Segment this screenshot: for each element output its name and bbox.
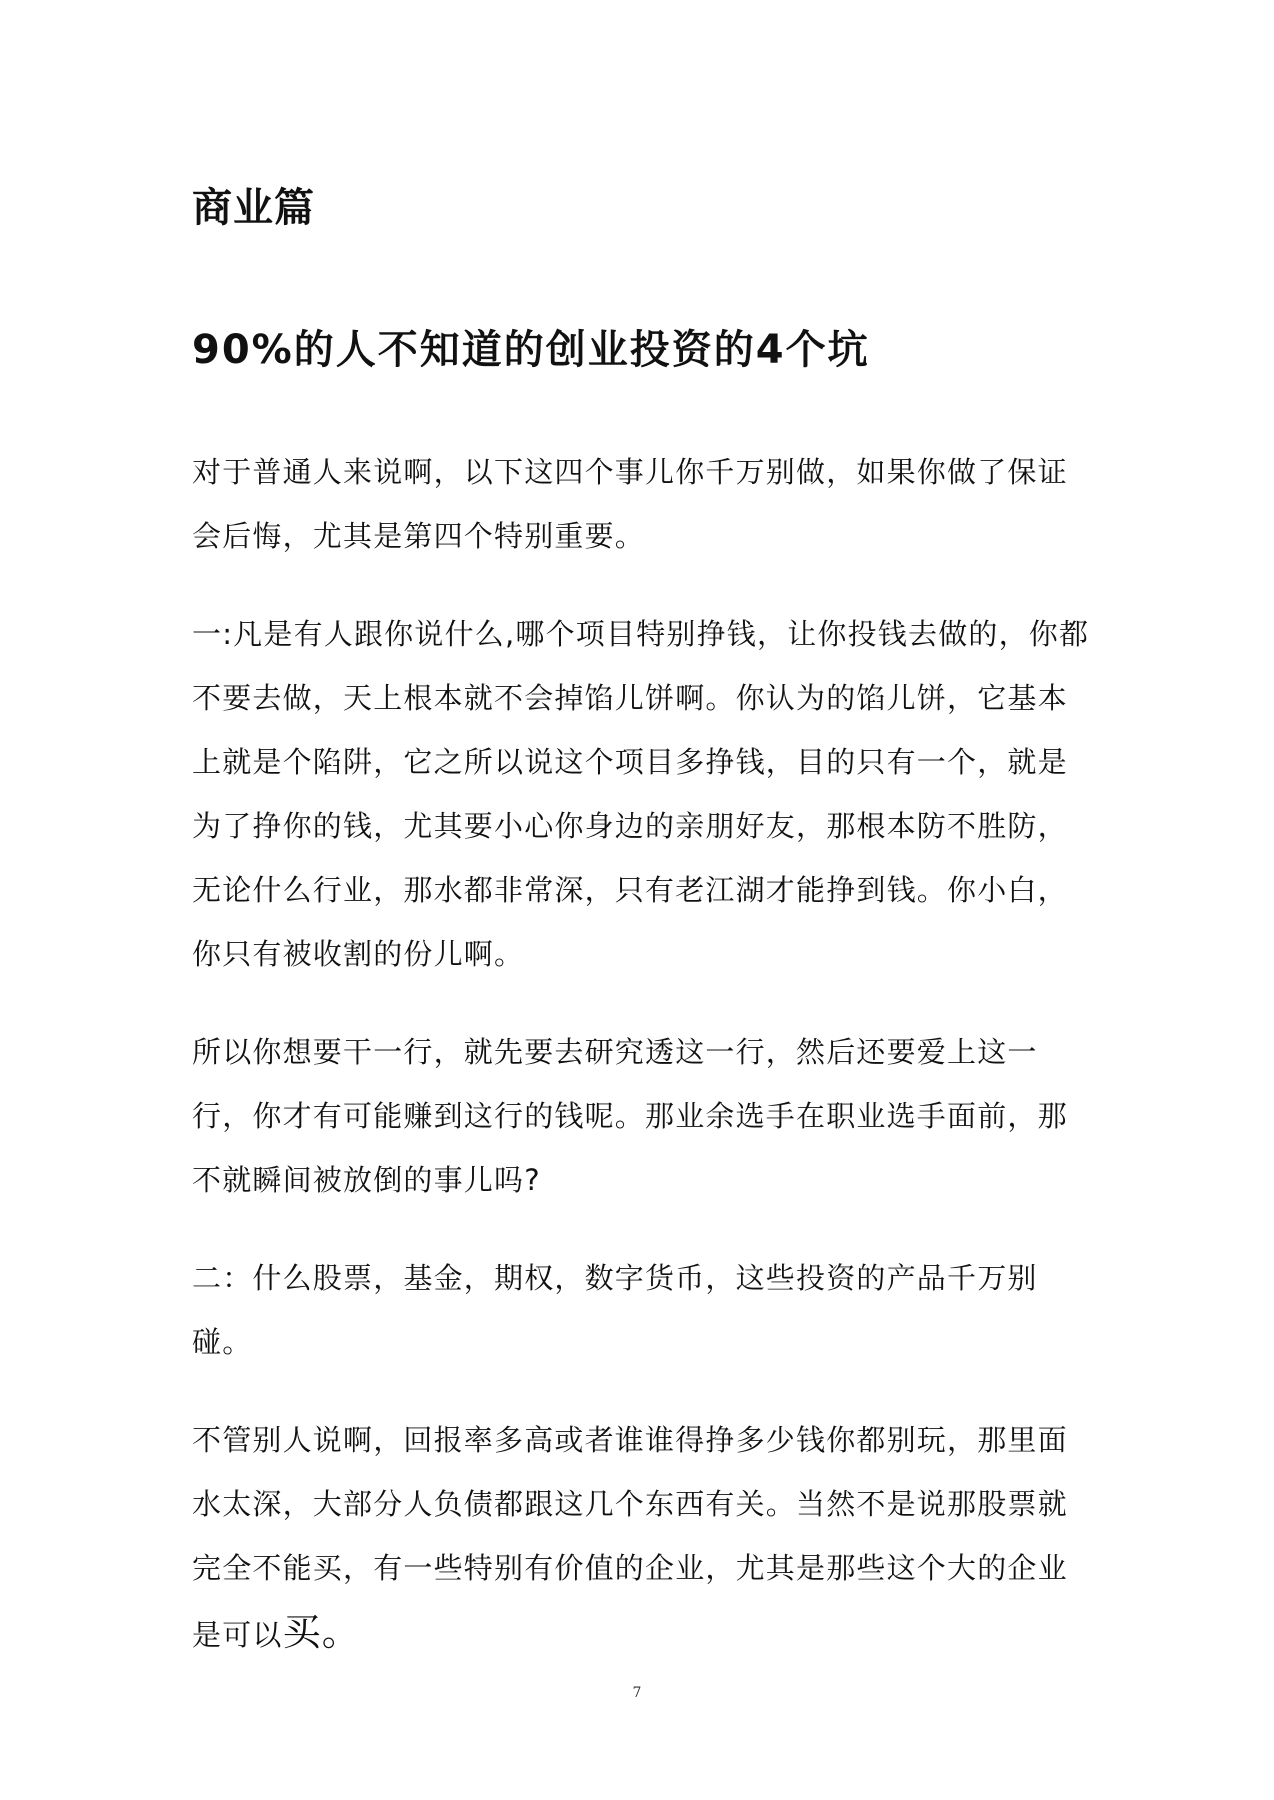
paragraph-point-one: 一:凡是有人跟你说什么,哪个项目特别挣钱，让你投钱去做的，你都不要去做，天上根本就不会掉馅儿饼啊。你认为的馅儿饼，它基本上就是个陷阱，它之所以说这个项目多挣钱，目的只有一个，就是为了挣你的钱，尤其要小心你身边的亲朋好友，那根本防不胜防，无论什么行业，那水都非常深，只有老江湖才能挣到钱。你小白，你只有被收割的份儿啊。 <box>192 617 1090 971</box>
paragraph-point-two: 二：什么股票，基金，期权，数字货币，这些投资的产品千万别碰。 <box>192 1261 1038 1359</box>
paragraph-point-two-detail-tail: 买。 <box>282 1610 362 1654</box>
paragraph-point-two-detail-text: 不管别人说啊，回报率多高或者谁谁得挣多少钱你都别玩，那里面水太深，大部分人负债都跟这几个东西有关。当然不是说那股票就完全不能买，有一些特别有价值的企业，尤其是那些这个大的企业是可以 <box>192 1423 1068 1652</box>
paragraph-intro: 对于普通人来说啊，以下这四个事儿你千万别做，如果你做了保证会后悔，尤其是第四个特别重要。 <box>192 455 1068 553</box>
article-title: 90%的人不知道的创业投资的4个坑 <box>192 327 870 373</box>
page-number: 7 <box>632 1685 642 1701</box>
paragraph-point-two-detail <box>192 1408 1092 1667</box>
article-body <box>192 440 1092 1701</box>
paragraph-point-one-followup: 所以你想要干一行，就先要去研究透这一行，然后还要爱上这一行，你才有可能赚到这行的钱呢。那业余选手在职业选手面前，那不就瞬间被放倒的事儿吗? <box>192 1035 1068 1197</box>
section-title: 商业篇 <box>192 185 315 231</box>
